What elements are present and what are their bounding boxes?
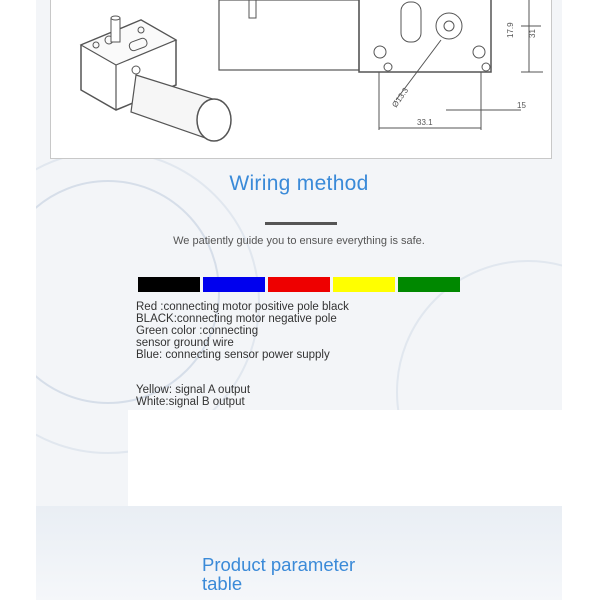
motor-drawing-svg [51, 0, 551, 158]
parameter-section-band [36, 506, 562, 600]
swatch-red [268, 277, 330, 292]
swatch-black [138, 277, 200, 292]
wiring-line-red: Red :connecting motor positive pole black [136, 301, 349, 313]
parameter-title-line1: Product parameter [202, 554, 356, 575]
dim-33-1-label: 33.1 [417, 118, 433, 127]
swatch-blue [203, 277, 265, 292]
wiring-line-black: BLACK:connecting motor negative pole [136, 313, 337, 325]
swatch-green [398, 277, 460, 292]
wiring-line-white: White:signal B output [136, 396, 245, 408]
wiring-line-blue: Blue: connecting sensor power supply [136, 349, 330, 361]
wire-color-swatches [138, 277, 460, 292]
dim-15-label: 15 [517, 101, 526, 110]
wiring-subtitle: We patiently guide you to ensure everything is safe. [173, 235, 425, 247]
product-detail-page [36, 0, 562, 600]
wiring-line-yellow: Yellow: signal A output [136, 384, 251, 396]
parameter-title-line2: table [202, 573, 243, 594]
swatch-yellow [333, 277, 395, 292]
dim-diameter-label: Ø13.3 [390, 86, 411, 110]
blank-area [128, 410, 562, 510]
title-underline [265, 222, 337, 225]
wiring-line-ground: sensor ground wire [136, 337, 234, 349]
wiring-line-green: Green color :connecting [136, 325, 259, 337]
technical-drawing [50, 0, 552, 159]
dim-17-9-label: 17.9 [506, 22, 515, 38]
dim-31-label: 31 [528, 29, 537, 38]
wiring-method-title: Wiring method [229, 172, 369, 195]
